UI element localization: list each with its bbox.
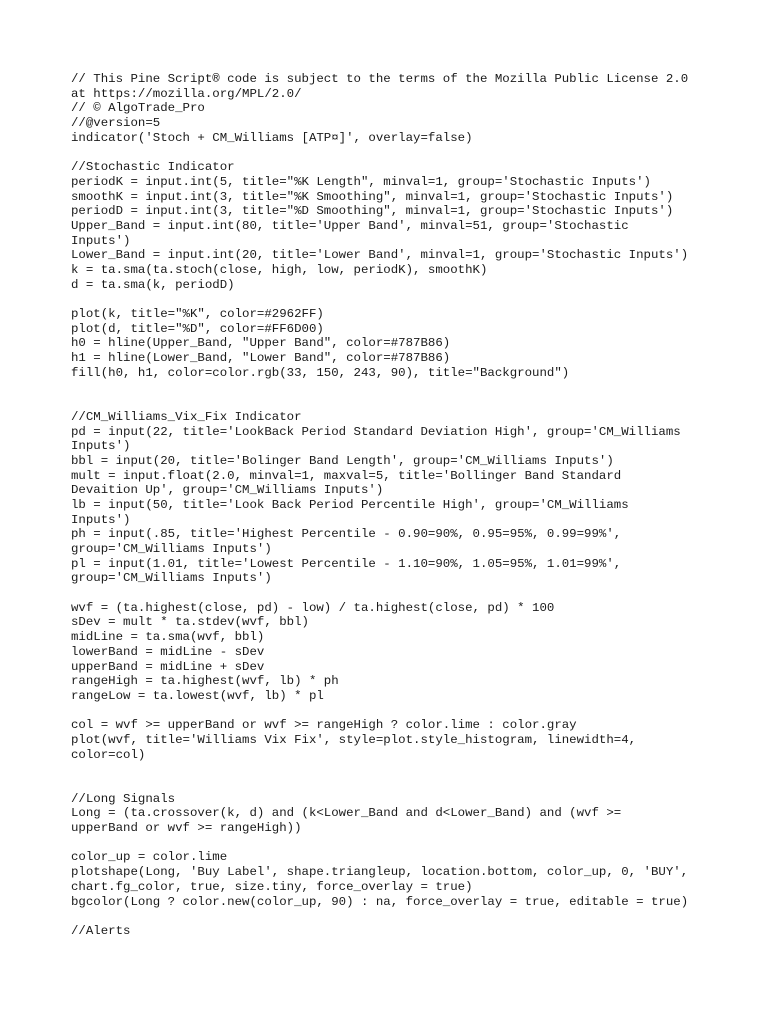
- code-line: [71, 836, 731, 851]
- code-line: k = ta.sma(ta.stoch(close, high, low, periodK), smoothK): [71, 262, 488, 277]
- code-line: mult = input.float(2.0, minval=1, maxval=5, title='Bollinger Band Standard: [71, 468, 622, 483]
- code-line: color_up = color.lime: [71, 850, 228, 865]
- code-line: [71, 909, 731, 924]
- code-line: Inputs'): [71, 439, 131, 454]
- code-line: lb = input(50, title='Look Back Period Percentile High', group='CM_Williams: [71, 497, 629, 512]
- code-line: plot(d, title="%D", color=#FF6D00): [71, 321, 324, 336]
- code-line: d = ta.sma(k, periodD): [71, 277, 235, 292]
- code-line: rangeLow = ta.lowest(wvf, lb) * pl: [71, 688, 324, 703]
- code-line: at https://mozilla.org/MPL/2.0/: [71, 86, 302, 101]
- code-line: sDev = mult * ta.stdev(wvf, bbl): [71, 615, 309, 630]
- code-line: //Stochastic Indicator: [71, 160, 235, 175]
- code-line: Long = (ta.crossover(k, d) and (k<Lower_Band and d<Lower_Band) and (wvf >=: [71, 806, 622, 821]
- code-line: h0 = hline(Upper_Band, "Upper Band", color=#787B86): [71, 336, 451, 351]
- code-line: pd = input(22, title='LookBack Period Standard Deviation High', group='CM_Williams: [71, 424, 681, 439]
- code-line: Devaition Up', group='CM_Williams Inputs'): [71, 483, 384, 498]
- code-line: fill(h0, h1, color=color.rgb(33, 150, 243, 90), title="Background"): [71, 365, 570, 380]
- code-line: Inputs'): [71, 512, 131, 527]
- code-line: //CM_Williams_Vix_Fix Indicator: [71, 409, 302, 424]
- code-line: midLine = ta.sma(wvf, bbl): [71, 630, 265, 645]
- code-line: upperBand or wvf >= rangeHigh)): [71, 821, 302, 836]
- code-line: smoothK = input.int(3, title="%K Smoothing", minval=1, group='Stochastic Inputs'): [71, 189, 674, 204]
- code-line: bbl = input(20, title='Bolinger Band Length', group='CM_Williams Inputs'): [71, 453, 614, 468]
- code-line: lowerBand = midLine - sDev: [71, 644, 265, 659]
- code-line: h1 = hline(Lower_Band, "Lower Band", color=#787B86): [71, 351, 451, 366]
- code-line: [71, 145, 731, 160]
- code-line: plot(wvf, title='Williams Vix Fix', style=plot.style_histogram, linewidth=4,: [71, 732, 637, 747]
- code-line: Upper_Band = input.int(80, title='Upper Band', minval=51, group='Stochastic: [71, 218, 629, 233]
- code-line: plot(k, title="%K", color=#2962FF): [71, 307, 324, 321]
- code-line: [71, 395, 731, 410]
- code-line: [71, 704, 731, 719]
- code-line: wvf = (ta.highest(close, pd) - low) / ta.highest(close, pd) * 100: [71, 600, 555, 615]
- code-line: periodD = input.int(3, title="%D Smoothing", minval=1, group='Stochastic Inputs'): [71, 204, 674, 219]
- code-line: [71, 292, 731, 307]
- code-line: //Alerts: [71, 923, 131, 938]
- code-line: upperBand = midLine + sDev: [71, 659, 265, 674]
- code-line: // This Pine Script® code is subject to the terms of the Mozilla Public License 2.0: [71, 72, 689, 86]
- code-line: [71, 380, 731, 395]
- code-line: [71, 762, 731, 777]
- code-line: col = wvf >= upperBand or wvf >= rangeHigh ? color.lime : color.gray: [71, 718, 577, 733]
- code-line: rangeHigh = ta.highest(wvf, lb) * ph: [71, 674, 339, 689]
- code-line: Inputs'): [71, 233, 131, 248]
- code-block: [71, 72, 731, 939]
- code-line: color=col): [71, 747, 146, 762]
- code-line: indicator('Stoch + CM_Williams [ATP¤]', overlay=false): [71, 130, 473, 145]
- code-line: ph = input(.85, title='Highest Percentile - 0.90=90%, 0.95=95%, 0.99=99%',: [71, 527, 622, 542]
- code-line: group='CM_Williams Inputs'): [71, 542, 272, 556]
- code-line: chart.fg_color, true, size.tiny, force_overlay = true): [71, 879, 473, 894]
- code-line: [71, 586, 731, 601]
- code-line: //Long Signals: [71, 791, 176, 806]
- code-line: [71, 777, 731, 792]
- code-line: group='CM_Williams Inputs'): [71, 571, 272, 586]
- code-line: Lower_Band = input.int(20, title='Lower Band', minval=1, group='Stochastic Inputs'): [71, 248, 689, 263]
- code-line: plotshape(Long, 'Buy Label', shape.triangleup, location.bottom, color_up, 0, 'BUY',: [71, 865, 689, 880]
- code-line: bgcolor(Long ? color.new(color_up, 90) : na, force_overlay = true, editable = true): [71, 894, 689, 909]
- code-line: periodK = input.int(5, title="%K Length", minval=1, group='Stochastic Inputs'): [71, 174, 651, 189]
- code-line: pl = input(1.01, title='Lowest Percentile - 1.10=90%, 1.05=95%, 1.01=99%',: [71, 556, 622, 571]
- code-line: // © AlgoTrade_Pro: [71, 101, 205, 116]
- code-line: //@version=5: [71, 116, 161, 131]
